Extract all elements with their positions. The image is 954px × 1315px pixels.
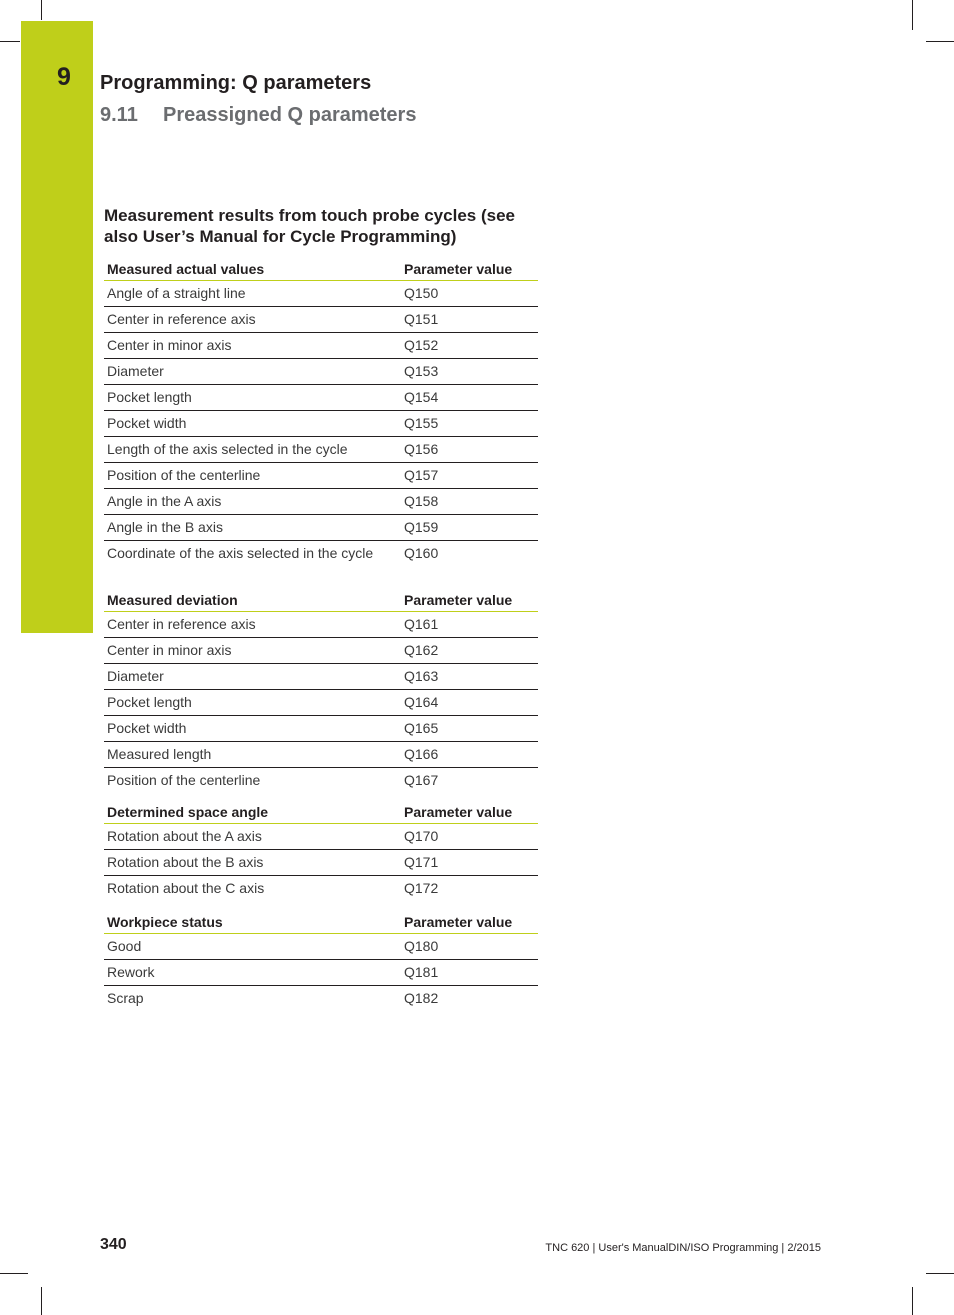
row-label: Diameter [104,664,401,690]
row-value: Q164 [401,690,538,716]
row-value: Q181 [401,960,538,986]
table-row [104,664,538,690]
row-label: Rotation about the A axis [104,824,401,850]
table-row [104,768,538,794]
table-row [104,690,538,716]
row-label: Center in reference axis [104,307,401,333]
row-value: Q158 [401,489,538,515]
table-row [104,824,538,850]
row-label: Pocket length [104,690,401,716]
row-label: Pocket width [104,411,401,437]
row-label: Rework [104,960,401,986]
row-value: Q160 [404,545,439,561]
footer-manual-info: TNC 620 | User's ManualDIN/ISO Programming | 2/2015 [545,1242,821,1254]
row-label: Length of the axis selected in the cycle [104,437,401,463]
row-label: Coordinate of the axis selected in the cycle [107,545,374,561]
table-row [104,960,538,986]
crop-mark-top-left-v [41,0,42,20]
row-value: Q163 [401,664,538,690]
row-value: Q162 [401,638,538,664]
row-value: Q167 [404,772,439,788]
table-row [104,876,538,902]
row-label: Scrap [107,990,144,1006]
table-row [104,489,538,515]
row-label: Rotation about the B axis [104,850,401,876]
table-row [104,612,538,638]
table-row [104,463,538,489]
table-row [104,359,538,385]
row-value: Q182 [404,990,439,1006]
table-row [104,541,538,567]
row-label: Position of the centerline [104,463,401,489]
column-header-name: Measured actual values [104,255,401,281]
table-row [104,437,538,463]
row-value: Q165 [401,716,538,742]
row-label: Pocket length [104,385,401,411]
page-number: 340 [100,1236,127,1253]
row-label: Good [104,934,401,960]
crop-mark-top-left-h [0,41,20,42]
table-header-row [104,798,538,824]
row-value: Q170 [401,824,538,850]
row-label: Diameter [104,359,401,385]
table-row [104,515,538,541]
row-value: Q180 [401,934,538,960]
row-value: Q151 [401,307,538,333]
crop-mark-top-right-v [912,0,913,30]
column-header-value: Parameter value [401,908,538,934]
row-label: Center in minor axis [104,638,401,664]
table-row [104,307,538,333]
crop-mark-bottom-left-v [41,1287,42,1315]
crop-mark-top-right-h [926,41,954,42]
row-label: Angle in the A axis [104,489,401,515]
row-value: Q166 [401,742,538,768]
row-value: Q159 [401,515,538,541]
row-value: Q154 [401,385,538,411]
table-row [104,934,538,960]
row-value: Q172 [404,880,439,896]
row-value: Q161 [401,612,538,638]
table-row [104,281,538,307]
row-value: Q157 [401,463,538,489]
chapter-title: Programming: Q parameters [100,72,372,94]
table-header-row [104,586,538,612]
table-row [104,333,538,359]
column-header-value: Parameter value [401,798,538,824]
table-measured-deviation [104,586,538,793]
row-label: Rotation about the C axis [107,880,265,896]
table-row [104,716,538,742]
table-determined-space-angle [104,798,538,901]
row-value: Q156 [401,437,538,463]
row-label: Center in reference axis [104,612,401,638]
row-label: Angle of a straight line [104,281,401,307]
column-header-name: Determined space angle [104,798,401,824]
row-value: Q155 [401,411,538,437]
row-label: Center in minor axis [104,333,401,359]
section-number: 9.11 [100,104,138,126]
row-value: Q152 [401,333,538,359]
row-label: Position of the centerline [107,772,261,788]
row-label: Pocket width [104,716,401,742]
chapter-number: 9 [57,63,71,91]
column-header-value: Parameter value [401,586,538,612]
topic-heading: Measurement results from touch probe cycles (see also User’s Manual for Cycle Programming) [104,206,515,246]
row-value: Q150 [401,281,538,307]
table-row [104,850,538,876]
column-header-name: Measured deviation [104,586,401,612]
chapter-tab-bar [21,21,93,633]
table-header-row [104,908,538,934]
row-value: Q153 [401,359,538,385]
row-label: Measured length [104,742,401,768]
table-row [104,385,538,411]
column-header-value: Parameter value [401,255,538,281]
table-row [104,742,538,768]
table-header-row [104,255,538,281]
table-row [104,411,538,437]
table-row [104,638,538,664]
crop-mark-bottom-right-v [912,1287,913,1315]
table-workpiece-status [104,908,538,1011]
crop-mark-bottom-right-h [926,1273,954,1274]
row-value: Q171 [401,850,538,876]
column-header-name: Workpiece status [104,908,401,934]
table-row [104,986,538,1012]
row-label: Angle in the B axis [104,515,401,541]
table-measured-actual-values [104,255,538,566]
crop-mark-bottom-left-h [0,1273,28,1274]
section-title: Preassigned Q parameters [163,104,417,126]
